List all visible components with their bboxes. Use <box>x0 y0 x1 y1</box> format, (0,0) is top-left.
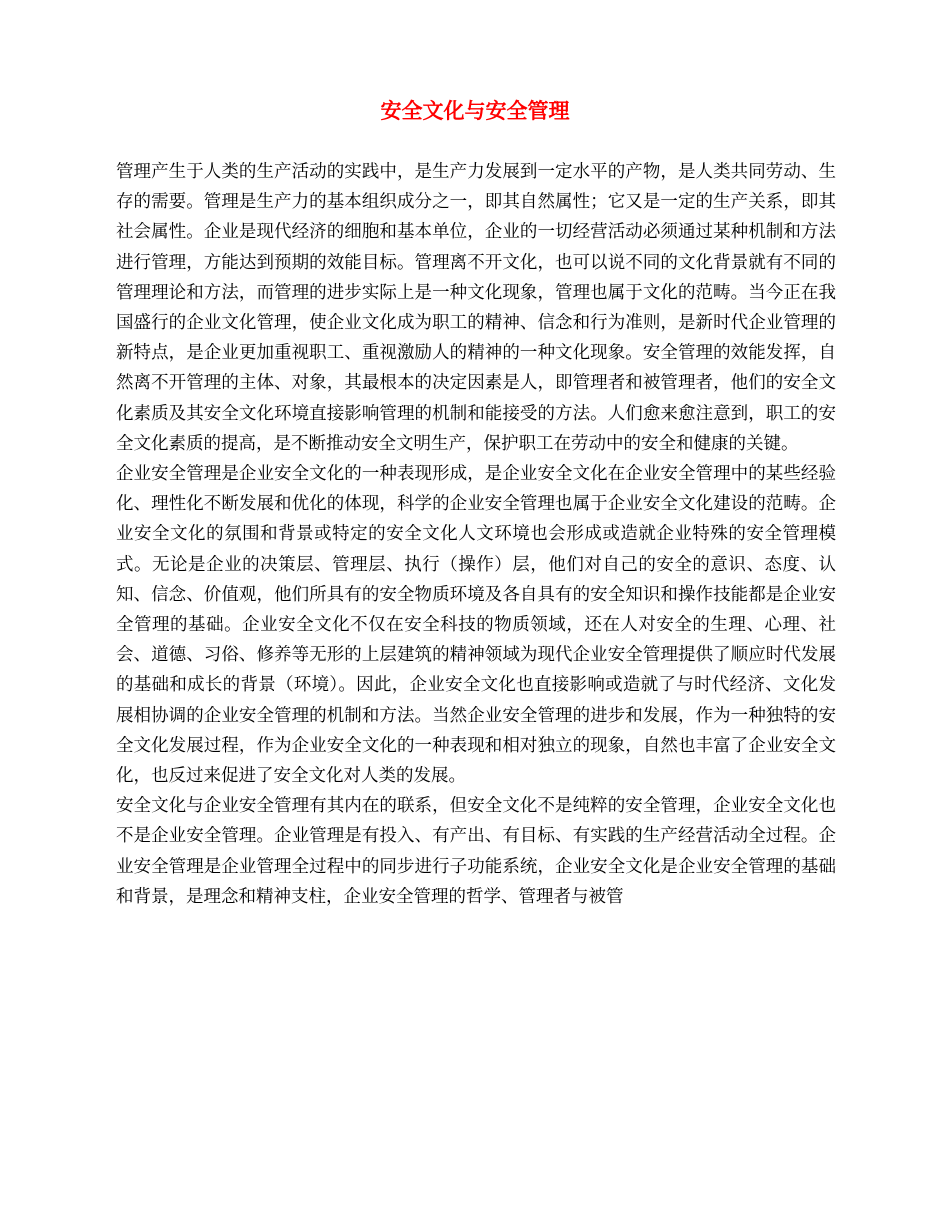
page-title: 安全文化与安全管理 <box>380 98 570 123</box>
paragraph-2: 企业安全管理是企业安全文化的一种表现形成，是企业安全文化在企业安全管理中的某些经验化、理性化不断发展和优化的体现，科学的企业安全管理也属于企业安全文化建设的范畴。企业安全文化的氛围和背景或特定的安全文化人文环境也会形成或造就企业特殊的安全管理模式。无论是企业的决策层、管理层、执行（操作）层，他们对自己的安全的意识、态度、认知、信念、价值观，他们所具有的安全物质环境及各自具有的安全知识和操作技能都是企业安全管理的基础。企业安全文化不仅在安全科技的物质领域，还在人对安全的生理、心理、社会、道德、习俗、修养等无形的上层建筑的精神领域为现代企业安全管理提供了顺应时代发展的基础和成长的背景（环境）。因此，企业安全文化也直接影响或造就了与时代经济、文化发展相协调的企业安全管理的机制和方法。当然企业安全管理的进步和发展，作为一种独特的安全文化发展过程，作为企业安全文化的一种表现和相对独立的现象，自然也丰富了企业安全文化，也反过来促进了安全文化对人类的发展。 <box>116 464 836 787</box>
document-body <box>116 157 836 912</box>
paragraph-3: 安全文化与企业安全管理有其内在的联系，但安全文化不是纯粹的安全管理，企业安全文化也不是企业安全管理。企业管理是有投入、有产出、有目标、有实践的生产经营活动全过程。企业安全管理是企业管理全过程中的同步进行子功能系统，企业安全文化是企业安全管理的基础和背景，是理念和精神支柱，企业安全管理的哲学、管理者与被管 <box>116 796 836 907</box>
paragraph-1: 管理产生于人类的生产活动的实践中，是生产力发展到一定水平的产物，是人类共同劳动、生存的需要。管理是生产力的基本组织成分之一，即其自然属性；它又是一定的生产关系，即其社会属性。企业是现代经济的细胞和基本单位，企业的一切经营活动必须通过某种机制和方法进行管理，方能达到预期的效能目标。管理离不开文化，也可以说不同的文化背景就有不同的管理理论和方法，而管理的进步实际上是一种文化现象，管理也属于文化的范畴。当今正在我国盛行的企业文化管理，使企业文化成为职工的精神、信念和行为准则，是新时代企业管理的新特点，是企业更加重视职工、重视激励人的精神的一种文化现象。安全管理的效能发挥，自然离不开管理的主体、对象，其最根本的决定因素是人，即管理者和被管理者，他们的安全文化素质及其安全文化环境直接影响管理的机制和能接受的方法。人们愈来愈注意到，职工的安全文化素质的提高，是不断推动安全文明生产，保护职工在劳动中的安全和健康的关键。 <box>116 162 836 454</box>
